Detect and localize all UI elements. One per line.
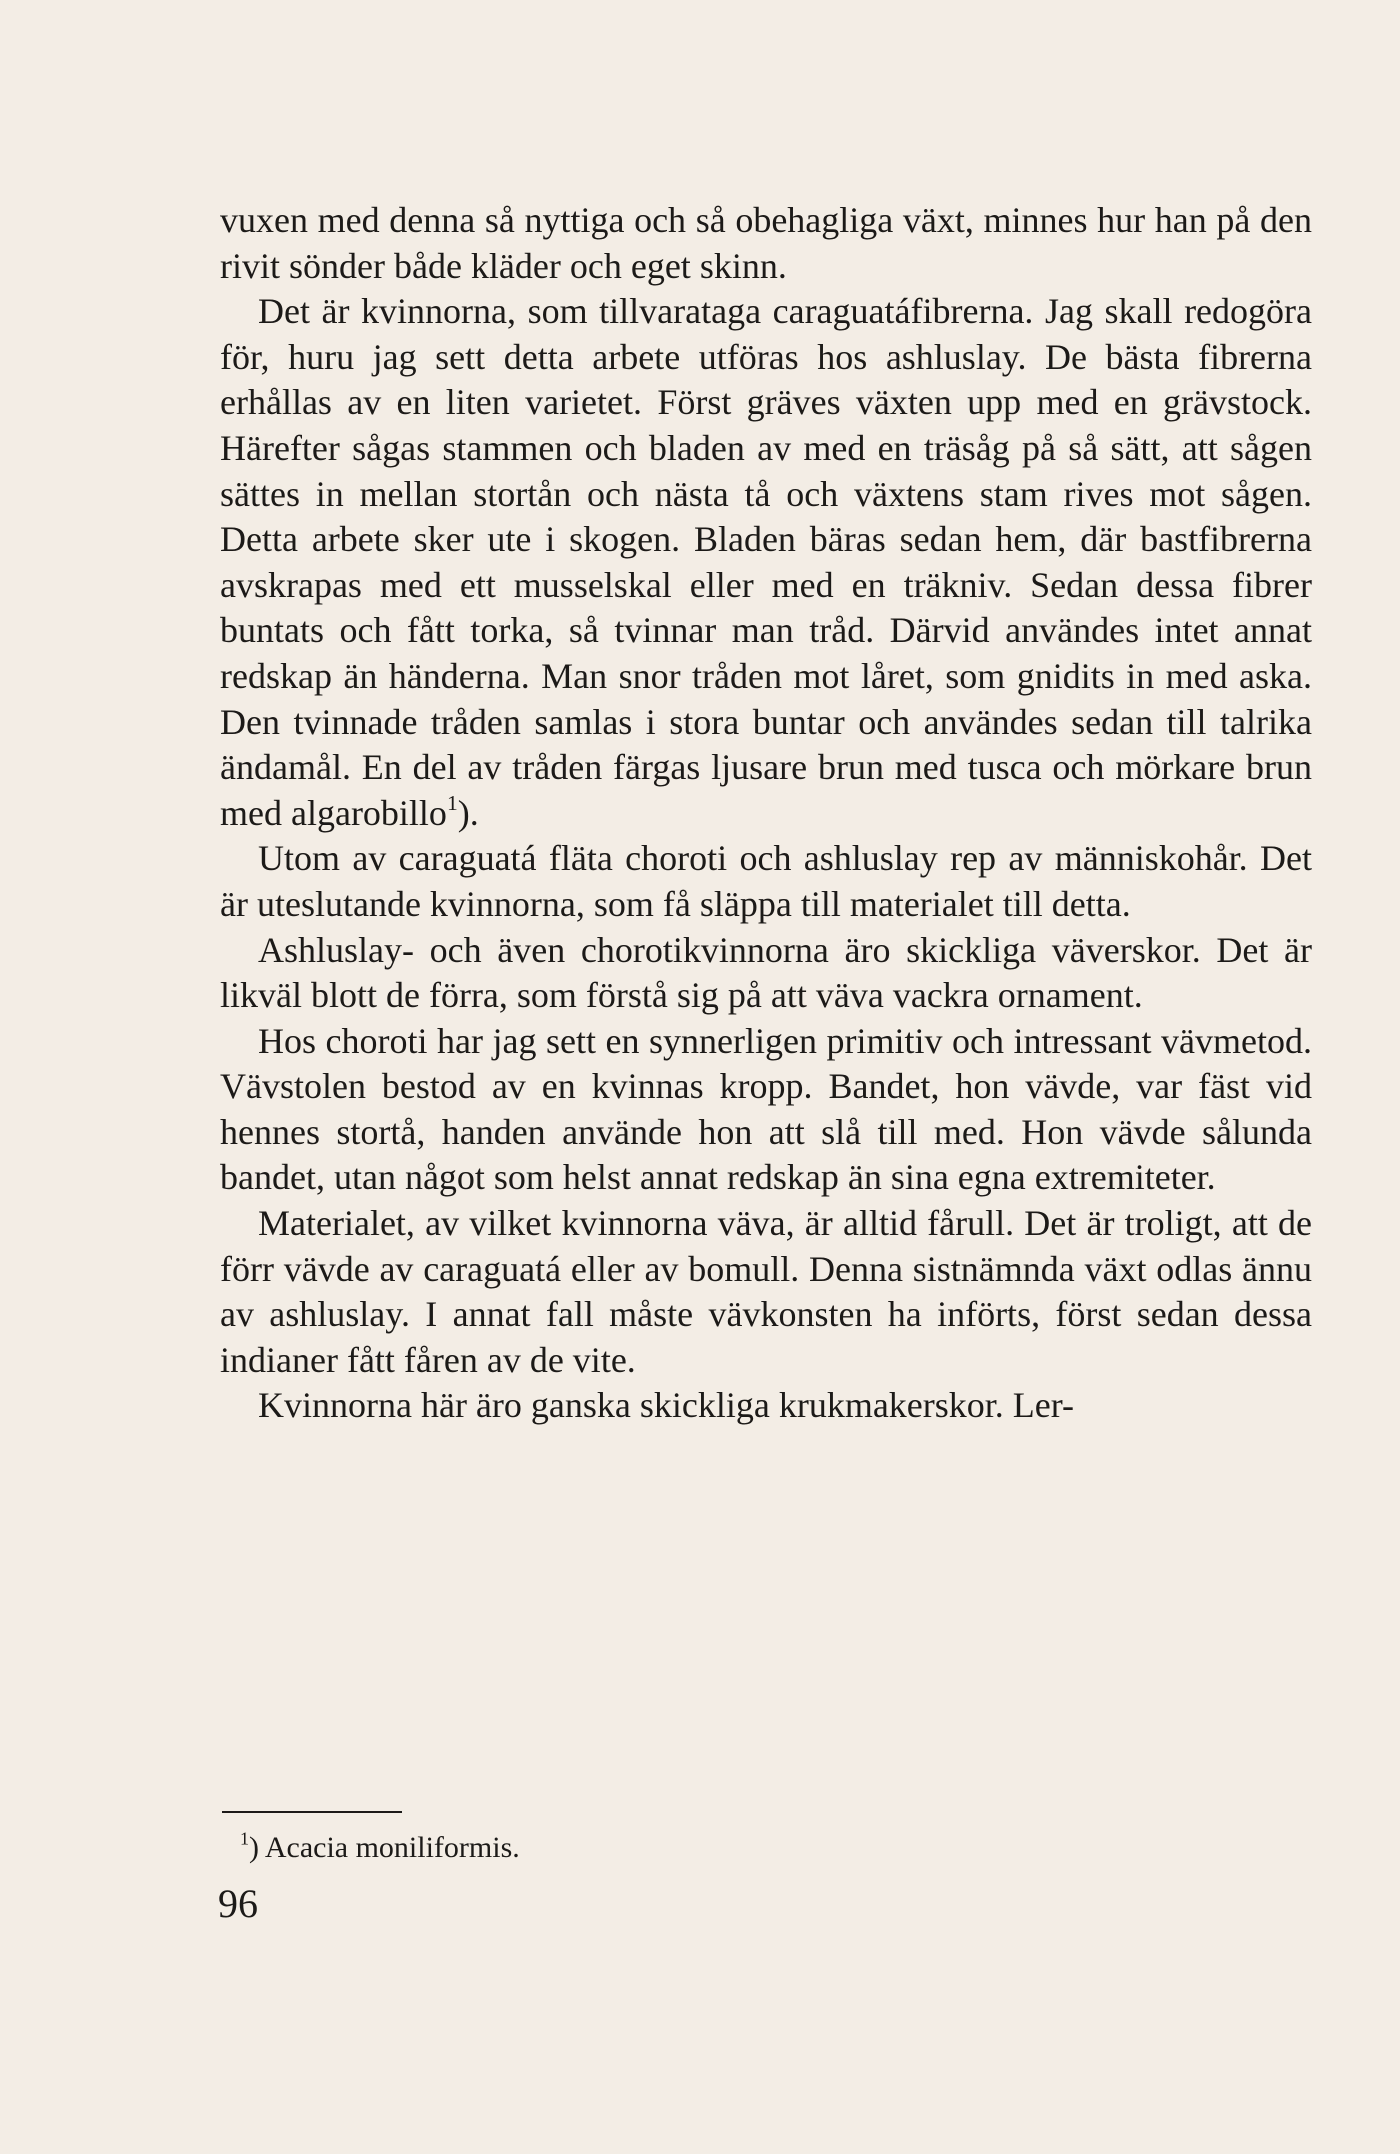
paragraph-1: vuxen med denna så nyttiga och så obehagliga växt, minnes hur han på den rivit sönder både kläder och eget skinn. — [220, 200, 1312, 286]
body-text — [220, 198, 1312, 1429]
footnote-marker: 1 — [240, 1828, 249, 1849]
paragraph-2 — [220, 289, 1312, 836]
paragraph-4: Ashluslay- och även chorotikvinnorna äro skickliga väverskor. Det är likväl blott de förra, som förstå sig på att väva vackra ornament. — [220, 929, 1312, 1016]
paragraph-7: Kvinnorna här äro ganska skickliga krukmakerskor. Ler- — [258, 1385, 1075, 1426]
paragraph-2-text: Det är kvinnorna, som tillvaratagа caraguatáfibrerna. Jag skall redogöra för, huru jag sett detta arbete utföras hos ashluslay. De bästa fibrerna erhållas av en liten varietet. Först gräves växten upp med en grävstock. Härefter sågas stammen och bladen av med en träsåg på så sätt, att sågen sättes in mellan stortån och nästa tå och växtens stam rives mot sågen. Detta arbete sker ute i skogen. Bladen bäras sedan hem, där bastfibrerna avskrapas med ett musselskal eller med en träkniv. Sedan dessa fibrer buntats och fått torka, så tvinnar man tråd. Därvid användes intet annat redskap än händerna. Man snor tråden mot låret, som gnidits in med aska. Den tvinnade tråden samlas i stora buntar och användes sedan till talrika ändamål. En del av tråden färgas ljusare brun med tusca och mörkare brun med algarobillo — [220, 291, 1312, 833]
footnote-reference: 1 — [446, 790, 458, 815]
paragraph-6: Materialet, av vilket kvinnorna väva, är alltid fårull. Det är troligt, att de förr vävde av caraguatá eller av bomull. Denna sistnämnda växt odlas ännu av ashluslay. I annat fall måste vävkonsten ha införts, först sedan dessa indianer fått fåren av de vite. — [220, 1203, 1312, 1380]
footnote-divider — [222, 1811, 402, 1813]
footnote — [240, 1830, 520, 1866]
paragraph-3: Utom av caraguatá fläta choroti och ashluslay rep av människohår. Det är uteslutande kvinnorna, som få släppa till materialet till detta. — [220, 838, 1312, 924]
footnote-text: ) Acacia moniliformis. — [249, 1831, 520, 1864]
footnote-reference-close: ). — [457, 792, 479, 833]
page-number: 96 — [218, 1881, 258, 1926]
paragraph-5: Hos choroti har jag sett en synnerligen primitiv och intressant vävmetod. Vävstolen bestod av en kvinnas kropp. Bandet, hon vävde, var fäst vid hennes stortå, handen använde hon att slå till med. Hon vävde sålunda bandet, utan något som helst annat redskap än sina egna extremiteter. — [220, 1020, 1312, 1198]
